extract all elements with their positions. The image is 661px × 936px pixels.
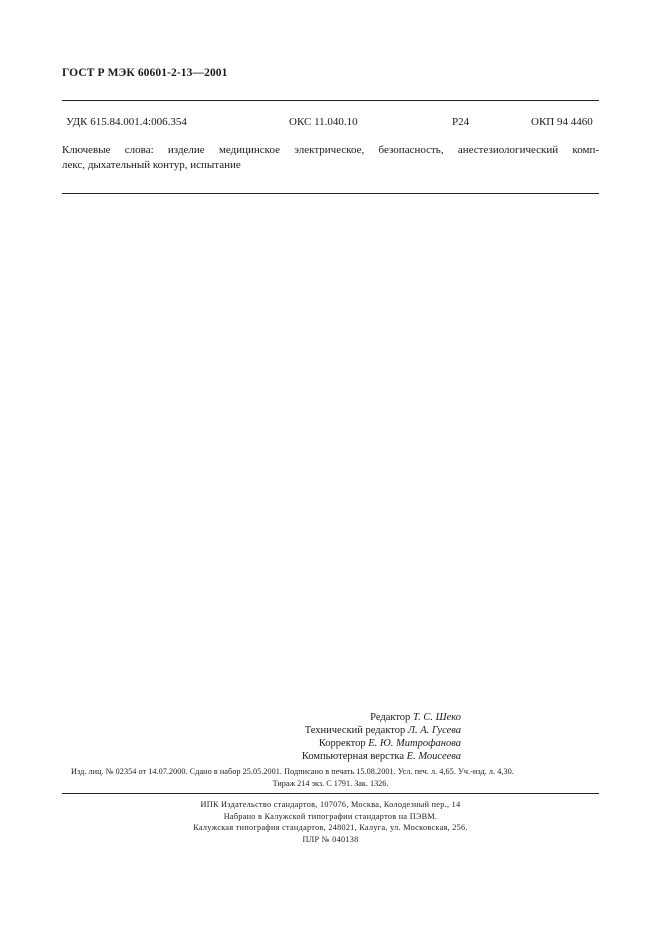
divider-top <box>62 100 599 101</box>
group-code: Р24 <box>452 116 470 128</box>
divider-imprint <box>62 793 599 794</box>
printing-line-4: ПЛР № 040138 <box>302 834 359 844</box>
staff-role: Компьютерная верстка <box>301 751 405 762</box>
oks-code: ОКС 11.040.10 <box>289 116 358 128</box>
editorial-staff <box>200 711 461 763</box>
staff-role: Редактор <box>370 712 411 723</box>
staff-name: Л. А. Гусева <box>407 725 461 736</box>
publishing-info-line-2: Тираж 214 экз. С 1791. Зак. 1326. <box>272 779 389 788</box>
udk-code: УДК 615.84.001.4:006.354 <box>66 116 187 128</box>
staff-name: Е. Ю. Митрофанова <box>368 738 461 749</box>
staff-row-corrector <box>200 737 461 750</box>
printing-imprint <box>0 799 661 845</box>
printing-line-1: ИПК Издательство стандартов, 107076, Москва, Колодезный пер., 14 <box>200 800 461 809</box>
printing-line-3: Калужская типография стандартов, 248021, Калуга, ул. Московская, 256. <box>193 823 468 832</box>
staff-role: Корректор <box>318 738 366 749</box>
keywords-line-1: Ключевые слова: изделие медицинское электрическое, безопасность, анестезиологический комп- <box>62 144 599 156</box>
staff-row-editor <box>200 711 461 724</box>
keywords-line-2: лекс, дыхательный контур, испытание <box>62 158 241 171</box>
okp-code: ОКП 94 4460 <box>531 116 593 128</box>
keywords-paragraph <box>62 143 599 172</box>
divider-keywords <box>62 193 599 194</box>
document-code-header: ГОСТ Р МЭК 60601-2-13—2001 <box>62 67 228 79</box>
staff-row-layout <box>200 750 461 763</box>
staff-role: Технический редактор <box>304 725 406 736</box>
publishing-info-line-1: Изд. лиц. № 02354 от 14.07.2000. Сдано в набор 25.05.2001. Подписано в печать 15.08.2001. Усл. печ. л. 4,65. Уч.-изд. л. 4,30. <box>71 767 514 776</box>
printing-line-2: Набрано в Калужской типографии стандартов на ПЭВМ. <box>223 811 438 821</box>
staff-name: Е. Моисеева <box>406 751 461 762</box>
staff-row-tech-editor <box>200 724 461 737</box>
staff-name: Т. С. Шеко <box>412 712 461 723</box>
